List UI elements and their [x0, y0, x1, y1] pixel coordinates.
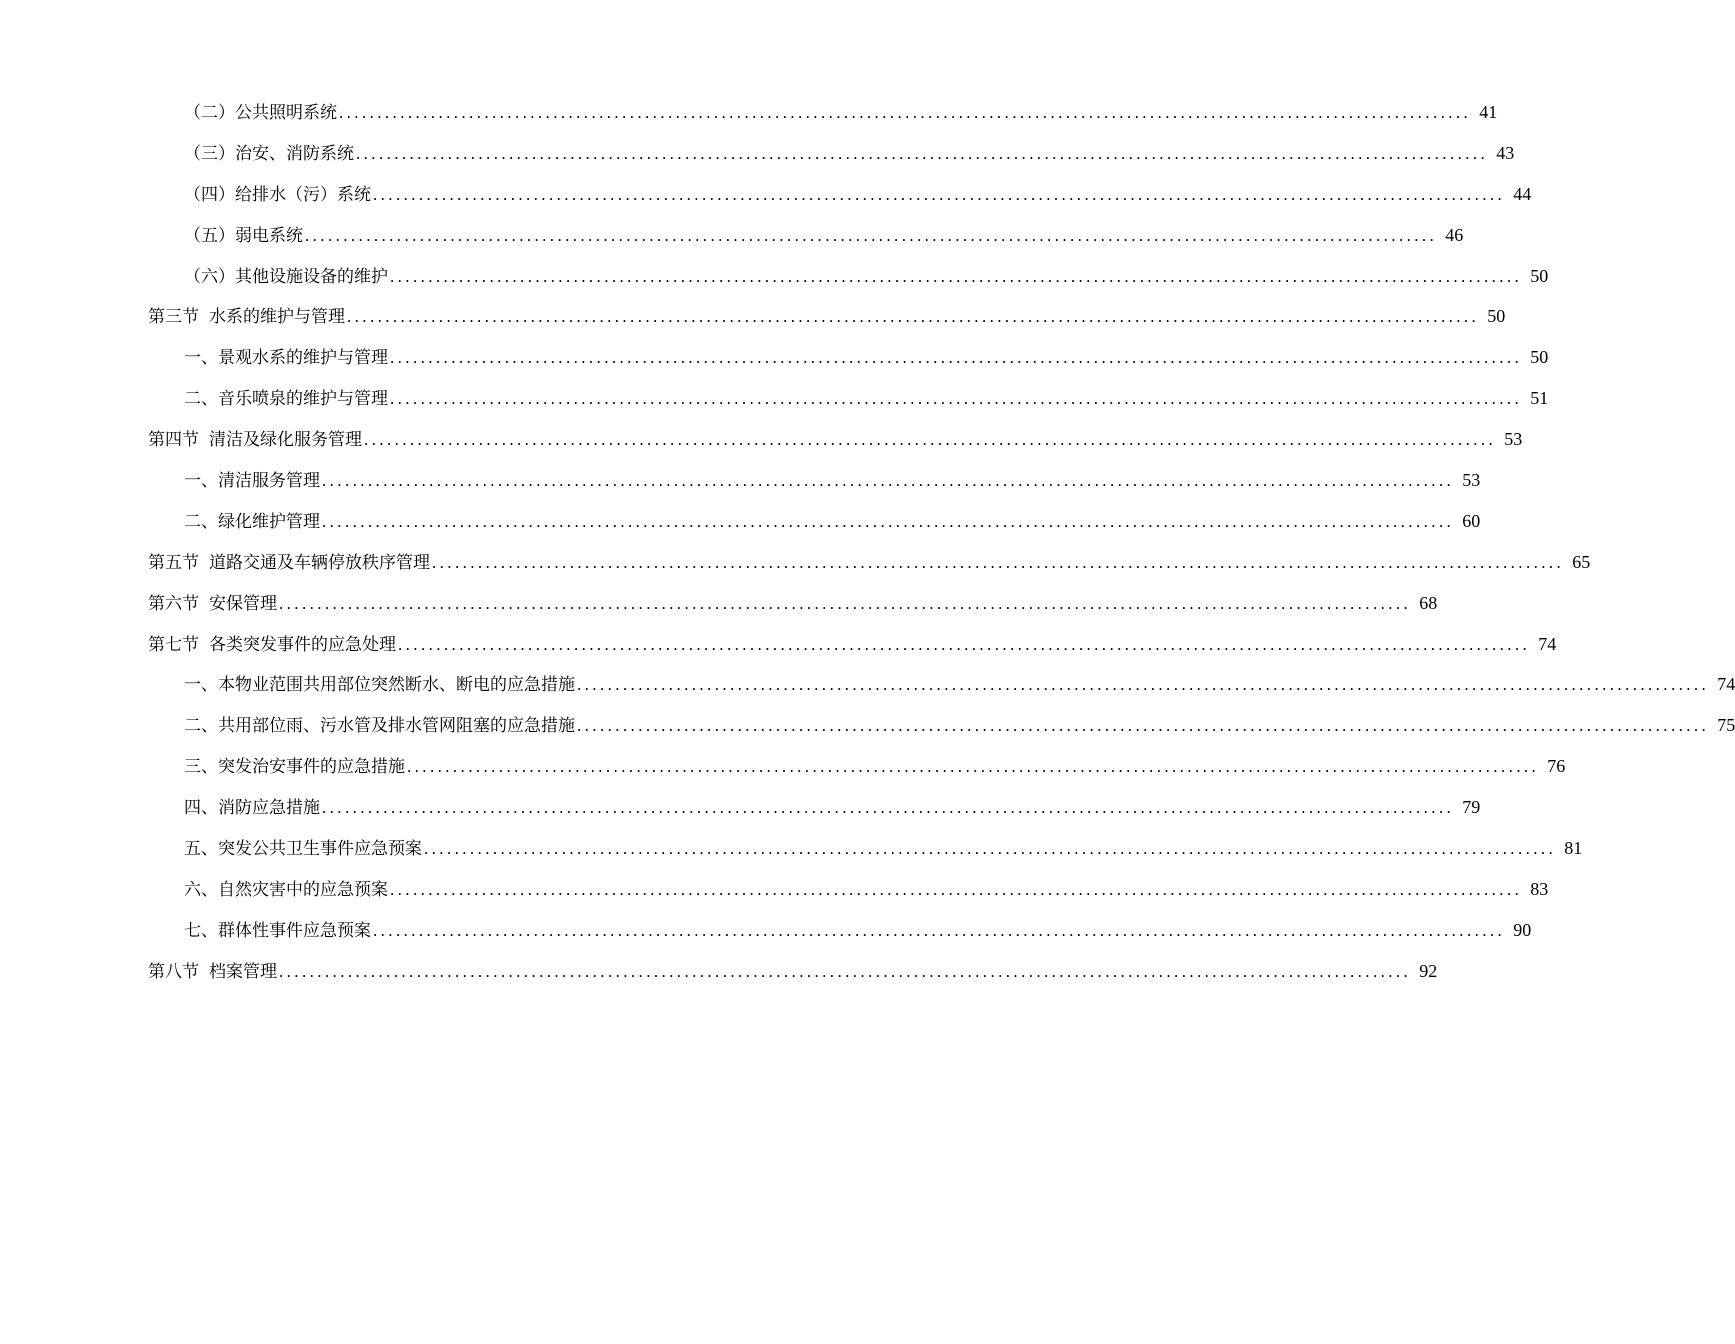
dot-leader: .................................................................................................................................................... — [424, 839, 1557, 859]
toc-entry-title — [148, 543, 430, 584]
toc-entry[interactable] — [148, 256, 1549, 297]
dot-leader: .................................................................................................................................................... — [339, 103, 1472, 122]
dot-leader: .................................................................................................................................................... — [432, 552, 1565, 572]
toc-section-number: 第六节 — [148, 593, 199, 614]
dot-leader: .................................................................................................................................................... — [373, 184, 1506, 204]
dot-leader: .................................................................................................................................................... — [390, 879, 1523, 899]
toc-section-title: 清洁及绿化服务管理 — [209, 430, 362, 451]
toc-entry-title — [184, 706, 575, 747]
toc-item-title: 四、消防应急措施 — [184, 798, 320, 819]
toc-entry-title — [184, 502, 320, 543]
dot-leader: .................................................................................................................................................... — [390, 266, 1523, 286]
toc-item-title: 六、自然灾害中的应急预案 — [184, 879, 388, 900]
dot-leader: .................................................................................................................................................... — [398, 634, 1531, 654]
dot-leader: .................................................................................................................................................... — [322, 471, 1455, 491]
toc-item-title: 一、本物业范围共用部位突然断水、断电的应急措施 — [184, 675, 575, 696]
toc-page-number: 65 — [1572, 551, 1591, 572]
dot-leader: .................................................................................................................................................... — [577, 716, 1710, 736]
toc-entry-title — [148, 584, 277, 625]
toc-entry-title — [184, 788, 320, 829]
toc-entry-title — [184, 93, 337, 134]
toc-entry[interactable] — [148, 337, 1549, 378]
toc-item-title: 五、突发公共卫生事件应急预案 — [184, 839, 422, 860]
toc-section-number: 第三节 — [148, 307, 199, 328]
dot-leader: .................................................................................................................................................... — [279, 593, 1412, 613]
toc-entry[interactable] — [148, 624, 1557, 665]
toc-entry-title — [184, 257, 388, 298]
toc-entry[interactable] — [148, 705, 1735, 746]
toc-page-number: 46 — [1445, 224, 1464, 245]
toc-page-number: 79 — [1462, 797, 1481, 818]
toc-page-number: 44 — [1513, 183, 1532, 204]
toc-item-title: 二、共用部位雨、污水管及排水管网阻塞的应急措施 — [184, 716, 575, 737]
toc-item-title: 二、绿化维护管理 — [184, 511, 320, 532]
toc-item-title: 一、清洁服务管理 — [184, 471, 320, 492]
toc-entry[interactable] — [148, 296, 1506, 337]
toc-entry-title — [184, 461, 320, 502]
dot-leader: .................................................................................................................................................... — [390, 389, 1523, 409]
toc-entry-title — [184, 216, 303, 257]
toc-entry-title — [184, 665, 575, 706]
toc-entry[interactable] — [148, 92, 1498, 133]
toc-entry-title — [184, 829, 422, 870]
toc-entry[interactable] — [148, 910, 1532, 951]
toc-page-number: 83 — [1530, 878, 1549, 899]
toc-entry-title — [184, 379, 388, 420]
toc-item-title: （六）其他设施设备的维护 — [184, 266, 388, 287]
dot-leader: .................................................................................................................................................... — [373, 920, 1506, 940]
toc-page-number: 51 — [1530, 388, 1549, 409]
toc-entry[interactable] — [148, 583, 1438, 624]
toc-entry-title — [148, 625, 396, 666]
dot-leader: .................................................................................................................................................... — [390, 348, 1523, 368]
toc-page-number: 75 — [1717, 715, 1735, 736]
toc-page-number: 76 — [1547, 756, 1566, 777]
toc-entry[interactable] — [148, 174, 1532, 215]
toc-entry-title — [148, 952, 277, 993]
toc-section-title: 档案管理 — [209, 961, 277, 982]
toc-page-number: 50 — [1487, 306, 1506, 327]
toc-entry[interactable] — [148, 542, 1591, 583]
table-of-contents — [148, 92, 1735, 992]
toc-entry[interactable] — [148, 215, 1464, 256]
toc-page-number: 43 — [1496, 142, 1515, 163]
toc-page-number: 53 — [1504, 429, 1523, 450]
toc-section-title: 各类突发事件的应急处理 — [209, 634, 396, 655]
dot-leader: .................................................................................................................................................... — [407, 757, 1540, 777]
toc-entry-title — [184, 747, 405, 788]
toc-section-number: 第七节 — [148, 634, 199, 655]
toc-entry[interactable] — [148, 787, 1481, 828]
toc-entry[interactable] — [148, 828, 1583, 869]
toc-page-number: 50 — [1530, 265, 1549, 286]
toc-entry-title — [184, 870, 388, 911]
dot-leader: .................................................................................................................................................... — [364, 430, 1497, 450]
dot-leader: .................................................................................................................................................... — [322, 511, 1455, 531]
toc-entry[interactable] — [148, 869, 1549, 910]
toc-entry[interactable] — [148, 460, 1481, 501]
toc-page-number: 92 — [1419, 960, 1438, 981]
toc-section-title: 安保管理 — [209, 593, 277, 614]
toc-page-number: 81 — [1564, 838, 1583, 859]
dot-leader: .................................................................................................................................................... — [577, 675, 1710, 695]
toc-entry[interactable] — [148, 501, 1481, 542]
toc-entry-title — [184, 911, 371, 952]
toc-item-title: （五）弱电系统 — [184, 225, 303, 246]
toc-page-number: 41 — [1479, 102, 1498, 122]
dot-leader: .................................................................................................................................................... — [356, 143, 1489, 163]
toc-item-title: 七、群体性事件应急预案 — [184, 920, 371, 941]
toc-item-title: 三、突发治安事件的应急措施 — [184, 757, 405, 778]
toc-entry-title — [184, 175, 371, 216]
dot-leader: .................................................................................................................................................... — [305, 225, 1438, 245]
toc-page-number: 68 — [1419, 592, 1438, 613]
toc-entry[interactable] — [148, 951, 1438, 992]
toc-item-title: （四）给排水（污）系统 — [184, 184, 371, 205]
toc-entry[interactable] — [148, 378, 1549, 419]
toc-entry[interactable] — [148, 664, 1735, 705]
toc-item-title: 二、音乐喷泉的维护与管理 — [184, 389, 388, 410]
toc-section-title: 道路交通及车辆停放秩序管理 — [209, 552, 430, 573]
toc-entry-title — [184, 134, 354, 175]
toc-entry-title — [148, 297, 345, 338]
toc-item-title: （二）公共照明系统 — [184, 103, 337, 123]
toc-section-number: 第四节 — [148, 430, 199, 451]
toc-entry[interactable] — [148, 419, 1523, 460]
toc-section-number: 第八节 — [148, 961, 199, 982]
toc-item-title: （三）治安、消防系统 — [184, 143, 354, 164]
toc-page-number: 53 — [1462, 470, 1481, 491]
toc-page-number: 90 — [1513, 919, 1532, 940]
toc-page-number: 74 — [1538, 633, 1557, 654]
toc-entry-title — [148, 420, 362, 461]
dot-leader: .................................................................................................................................................... — [347, 307, 1480, 327]
dot-leader: .................................................................................................................................................... — [322, 798, 1455, 818]
dot-leader: .................................................................................................................................................... — [279, 961, 1412, 981]
toc-page-number: 60 — [1462, 510, 1481, 531]
toc-entry-title — [184, 338, 388, 379]
toc-item-title: 一、景观水系的维护与管理 — [184, 348, 388, 369]
toc-page-number: 74 — [1717, 674, 1735, 695]
toc-entry[interactable] — [148, 746, 1566, 787]
toc-page-number: 50 — [1530, 347, 1549, 368]
toc-section-number: 第五节 — [148, 552, 199, 573]
toc-entry[interactable] — [148, 133, 1515, 174]
toc-section-title: 水系的维护与管理 — [209, 307, 345, 328]
